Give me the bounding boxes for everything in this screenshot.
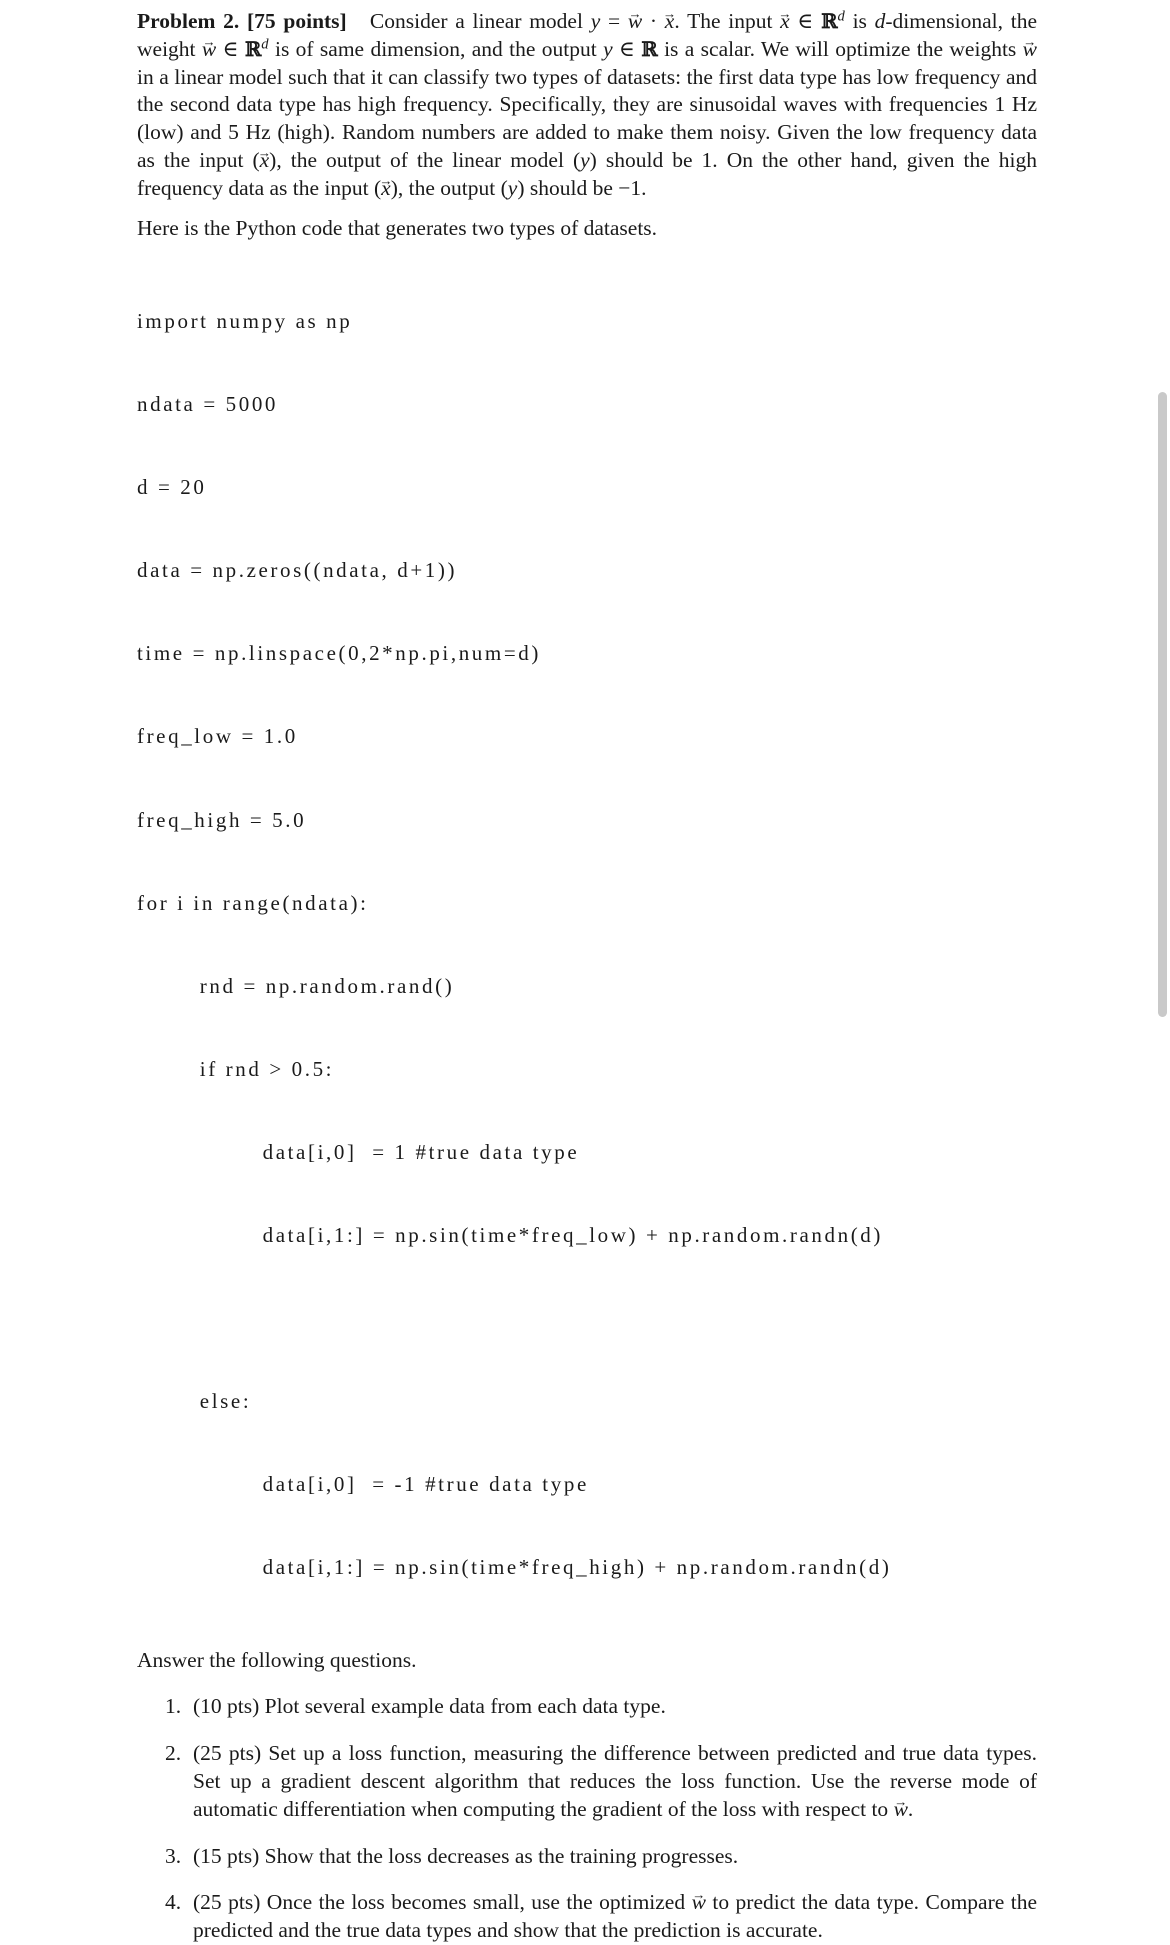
question-item: 4. (25 pts) Once the loss becomes small, use the optimized → w to predict the data type. Compare the predicted and the true data types and show that the prediction is accurate.: [137, 1889, 1037, 1945]
code-line: data = np.zeros((ndata, d+1)): [137, 558, 458, 583]
question-text: (25 pts) Set up a loss function, measuring the difference between predicted and true data types. Set up a gradient descent algorithm that reduces the loss function. Use the reverse mode of automatic differentiation when computing the gradient of the loss with respect to: [193, 1741, 1037, 1821]
question-text: (25 pts) Once the loss becomes small, use the optimized: [193, 1890, 686, 1915]
code-line: freq_high = 5.0: [137, 807, 307, 832]
code-line: [137, 1305, 1037, 1333]
answer-intro: Answer the following questions.: [137, 1648, 417, 1673]
code-intro: Here is the Python code that generates two types of datasets.: [137, 215, 658, 240]
code-line: import numpy as np: [137, 308, 353, 333]
code-line: for i in range(ndata):: [137, 890, 369, 915]
question-number: 1.: [165, 1694, 182, 1719]
problem-heading: Problem 2. [75 points]: [137, 9, 347, 33]
question-item: [137, 1843, 1037, 1871]
question-item: 2. (25 pts) Set up a loss function, measuring the difference between predicted and true data types. Set up a gradient descent algorithm that reduces the loss function. Use the reverse mode of automatic differentiation when computing the gradient of the loss with respect to → w.: [137, 1740, 1037, 1823]
question-text-continued: to predict the data type. Compare the predicted and the true data types and show that the prediction is accurate.: [193, 1890, 1038, 1943]
code-line: data[i,1:] = np.sin(time*freq_high) + np.random.randn(d): [137, 1555, 892, 1580]
code-line: data[i,1:] = np.sin(time*freq_low) + np.random.randn(d): [137, 1223, 883, 1248]
code-line: d = 20: [137, 475, 207, 500]
code-line: rnd = np.random.rand(): [137, 973, 455, 998]
code-line: freq_low = 1.0: [137, 724, 298, 749]
question-text: (10 pts) Plot several example data from each data type.: [193, 1694, 666, 1719]
problem-document: [137, 8, 1037, 1945]
code-block: [137, 253, 1037, 1638]
code-line: else:: [137, 1389, 252, 1414]
question-text: (15 pts) Show that the loss decreases as the training progresses.: [193, 1843, 739, 1868]
question-item: [137, 1693, 1037, 1721]
vertical-scrollbar[interactable]: [1158, 392, 1167, 1017]
question-number: 2.: [165, 1741, 182, 1766]
question-number: 4.: [165, 1890, 182, 1915]
question-number: 3.: [165, 1843, 182, 1868]
problem-statement: Problem 2. [75 points] Consider a linear model y = → w · → x. The input → x ∈ ℝ$^d$ is d-dimensional, the weight → w ∈ ℝ$^d$ is of same dimension, and the output y ∈ ℝ is a scalar. We will optimize the weights → w in a linear model such that it can classify two types of datasets: the first data type has low frequency and the second data type has high frequency. Specifically, they are sinusoidal waves with frequencies 1 Hz (low) and 5 Hz (high). Random numbers are added to make them noisy. Given the low frequency data as the input (→ x), the output of the linear model (y) should be 1. On the other hand, given the high frequency data as the input (→ x), the output (y) should be −1.: [137, 8, 1037, 203]
code-line: data[i,0] = 1 #true data type: [137, 1139, 580, 1164]
code-line: if rnd > 0.5:: [137, 1056, 335, 1081]
code-line: data[i,0] = -1 #true data type: [137, 1472, 589, 1497]
questions-list: [137, 1693, 1037, 1945]
code-line: time = np.linspace(0,2*np.pi,num=d): [137, 641, 541, 666]
code-line: ndata = 5000: [137, 392, 279, 417]
